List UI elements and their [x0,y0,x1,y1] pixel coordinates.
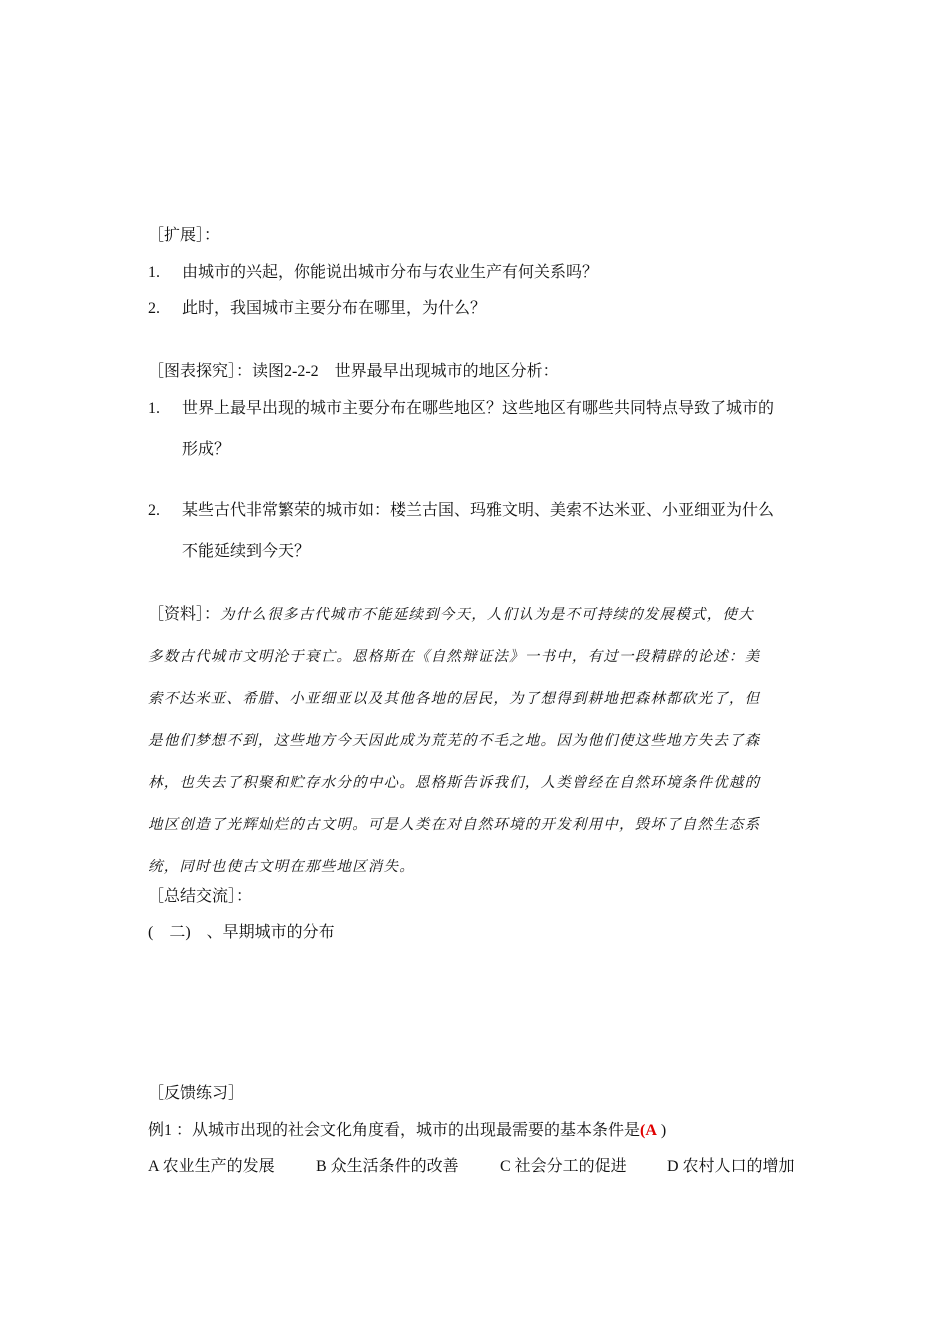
material-line-6: 地区创造了光辉灿烂的古文明。可是人类在对自然环境的开发利用中，毁坏了自然生态系 [148,817,761,833]
section-title: ( 二) 、早期城市的分布 [148,924,335,941]
material-line-1 [148,605,754,625]
chart-explore-item-2-line-2: 不能延续到今天？ [182,543,311,560]
expansion-item-1-number: 1. [148,264,160,281]
option-d: D 农村人口的增加 [667,1158,795,1175]
feedback-heading: ［反馈练习］ [148,1085,245,1102]
question-1-text: 例1 ：从城市出现的社会文化角度看，城市的出现最需要的基本条件是 [148,1122,641,1139]
material-line-3: 索不达米亚、希腊、小亚细亚以及其他各地的居民，为了想得到耕地把森林都砍光了，但 [148,691,761,707]
expansion-heading: ［扩展］： [148,227,221,244]
answer-close-paren: ) [656,1122,667,1139]
material-line-7: 统，同时也使古文明在那些地区消失。 [148,859,415,875]
material-line-4: 是他们梦想不到，这些地方今天因此成为荒芜的不毛之地。因为他们使这些地方失去了森 [148,733,761,749]
material-line-2: 多数古代城市文明沦于衰亡。恩格斯在《自然辩证法》一书中，有过一段精辟的论述：美 [148,649,761,665]
summary-heading: ［总结交流］： [148,888,253,905]
expansion-item-2-text: 此时，我国城市主要分布在哪里，为什么？ [182,300,487,317]
answer-open-paren: ( [640,1122,646,1139]
material-text-1: 为什么很多古代城市不能延续到今天，人们认为是不可持续的发展模式，使大 [220,607,754,623]
material-line-5: 林，也失去了积聚和贮存水分的中心。恩格斯告诉我们，人类曾经在自然环境条件优越的 [148,775,761,791]
question-1 [148,1121,666,1141]
expansion-item-1-text: 由城市的兴起，你能说出城市分布与农业生产有何关系吗？ [182,264,599,281]
chart-explore-item-1-line-1: 世界上最早出现的城市主要分布在哪些地区？这些地区有哪些共同特点导致了城市的 [182,400,775,417]
expansion-item-2-number: 2. [148,300,160,317]
option-c: C 社会分工的促进 [500,1158,627,1175]
chart-explore-item-1-line-2: 形成？ [182,441,231,458]
chart-explore-item-2-line-1: 某些古代非常繁荣的城市如：楼兰古国、玛雅文明、美索不达米亚、小亚细亚为什么 [182,502,775,519]
material-prefix: ［资料］： [148,606,221,623]
chart-explore-heading: ［图表探究］：读图2-2-2 世界最早出现城市的地区分析： [148,363,559,380]
option-a: A 农业生产的发展 [148,1158,275,1175]
chart-explore-item-2-number: 2. [148,502,160,519]
option-b: B 众生活条件的改善 [316,1158,459,1175]
chart-explore-item-1-number: 1. [148,400,160,417]
answer-value: A [645,1122,657,1139]
